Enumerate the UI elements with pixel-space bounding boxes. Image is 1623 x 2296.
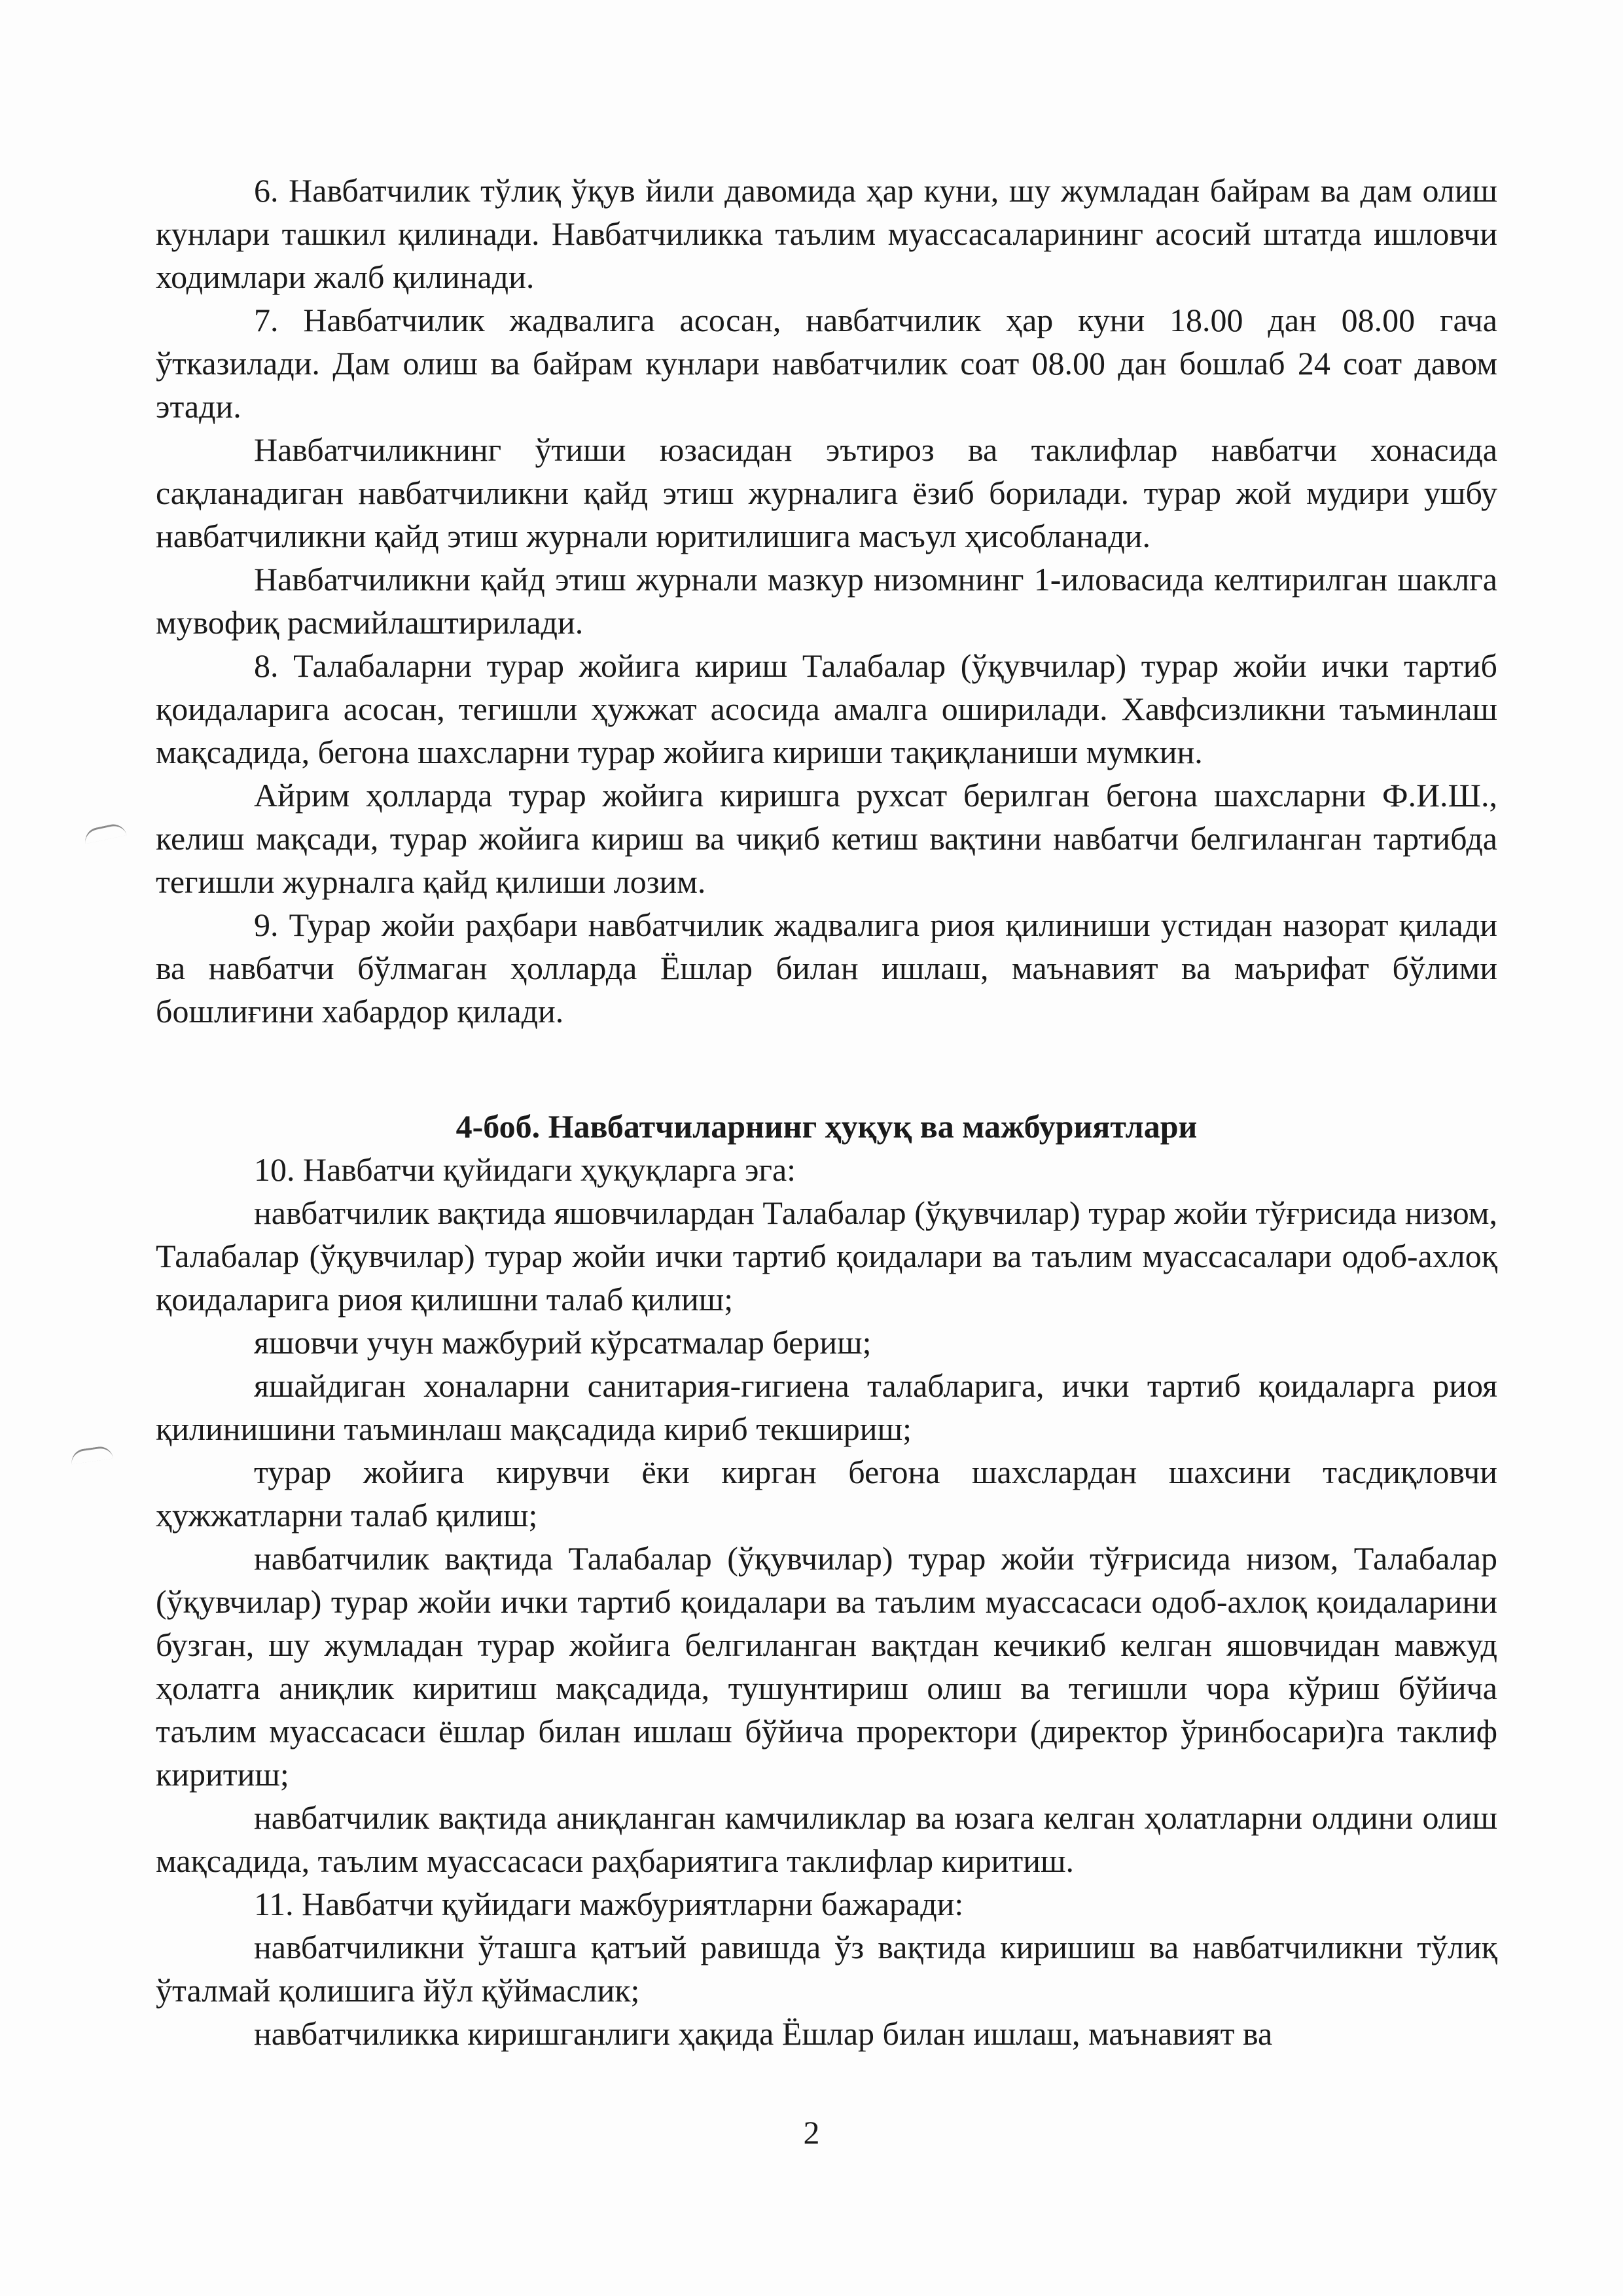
list-item: навбатчиликка киришганлиги ҳақида Ёшлар билан ишлаш, маънавият ва <box>254 2015 1273 2052</box>
list-item: навбатчилик вақтида аниқланган камчиликлар ва юзага келган ҳолатларни олдини олиш мақсадида, таълим муассасаси раҳбариятига таклифлар киритиш. <box>156 1799 1497 1879</box>
paragraph: Навбатчиликни қайд этиш журнали мазкур низомнинг 1-иловасида келтирилган шаклга мувофиқ расмийлаштирилади. <box>156 561 1497 641</box>
paragraph-item-10: 10. Навбатчи қуйидаги ҳуқуқларга эга: <box>254 1151 796 1188</box>
list-item: яшайдиган хоналарни санитария-гигиена талабларига, ички тартиб қоидаларга риоя қилинишини таъминлаш мақсадида кириб текшириш; <box>156 1367 1497 1447</box>
paragraph-item-9: 9. Турар жойи раҳбари навбатчилик жадвалига риоя қилиниши устидан назорат қилади ва навбатчи бўлмаган ҳолларда Ёшлар билан ишлаш, маънавият ва маърифат бўлими бошлиғини хабардор қилади. <box>156 906 1497 1030</box>
paragraph-item-7: 7. Навбатчилик жадвалига асосан, навбатчилик ҳар куни 18.00 дан 08.00 гача ўтказилади. Дам олиш ва байрам кунлари навбатчилик соат 08.00 дан бошлаб 24 соат давом этади. <box>156 302 1497 425</box>
page-number: 2 <box>803 2114 820 2151</box>
margin-pen-mark <box>70 1445 113 1465</box>
paragraph: Навбатчиликнинг ўтиши юзасидан эътироз ва таклифлар навбатчи хонасида сақланадиган навбатчиликни қайд этиш журналига ёзиб борилади. турар жой мудири ушбу навбатчиликни қайд этиш журнали юритилишига масъул ҳисобланади. <box>156 431 1497 554</box>
paragraph: Айрим ҳолларда турар жойига киришга рухсат берилган бегона шахсларни Ф.И.Ш., келиш мақсади, турар жойига кириш ва чиқиб кетиш вақтини навбатчи белгиланган тартибда тегишли журналга қайд қилиши лозим. <box>156 777 1497 900</box>
margin-pen-mark <box>83 822 127 844</box>
list-item: турар жойига кирувчи ёки кирган бегона шахслардан шахсини тасдиқловчи ҳужжатларни талаб қилиш; <box>156 1454 1497 1534</box>
document-body <box>156 169 1497 2055</box>
list-item: навбатчилик вақтида Талабалар (ўқувчилар) турар жойи тўғрисида низом, Талабалар (ўқувчилар) турар жойи ички тартиб қоидалари ва таълим муассасаси одоб-ахлоқ қоидаларини бузган, шу жумладан турар жойига белгиланган вақтдан кечикиб келган яшовчидан мавжуд ҳолатга аниқлик киритиш мақсадида, тушунтириш олиш ва тегишли чора кўриш бўйича таълим муассасаси ёшлар билан ишлаш бўйича проректори (директор ўринбосари)га таклиф киритиш; <box>156 1540 1497 1793</box>
paragraph-item-8: 8. Талабаларни турар жойига кириш Талабалар (ўқувчилар) турар жойи ички тартиб қоидаларига асосан, тегишли ҳужжат асосида амалга оширилади. Хавфсизликни таъминлаш мақсадида, бегона шахсларни турар жойига кириши тақиқланиши мумкин. <box>156 647 1497 770</box>
paragraph-item-6: 6. Навбатчилик тўлиқ ўқув йили давомида ҳар куни, шу жумладан байрам ва дам олиш кунлари ташкил қилинади. Навбатчиликка таълим муассасаларининг асосий штатда ишловчи ходимлари жалб қилинади. <box>156 172 1497 295</box>
chapter-heading: 4-боб. Навбатчиларнинг ҳуқуқ ва мажбуриятлари <box>455 1108 1198 1145</box>
list-item: навбатчилик вақтида яшовчилардан Талабалар (ўқувчилар) турар жойи тўғрисида низом, Талабалар (ўқувчилар) турар жойи ички тартиб қоидалари ва таълим муассасалари одоб-ахлоқ қоидаларига риоя қилишни талаб қилиш; <box>156 1194 1497 1318</box>
paragraph-item-11: 11. Навбатчи қуйидаги мажбуриятларни бажаради: <box>254 1886 964 1922</box>
list-item: яшовчи учун мажбурий кўрсатмалар бериш; <box>254 1324 872 1361</box>
list-item: навбатчиликни ўташга қатъий равишда ўз вақтида киришиш ва навбатчиликни тўлиқ ўталмай қолишига йўл қўймаслик; <box>156 1929 1497 2009</box>
